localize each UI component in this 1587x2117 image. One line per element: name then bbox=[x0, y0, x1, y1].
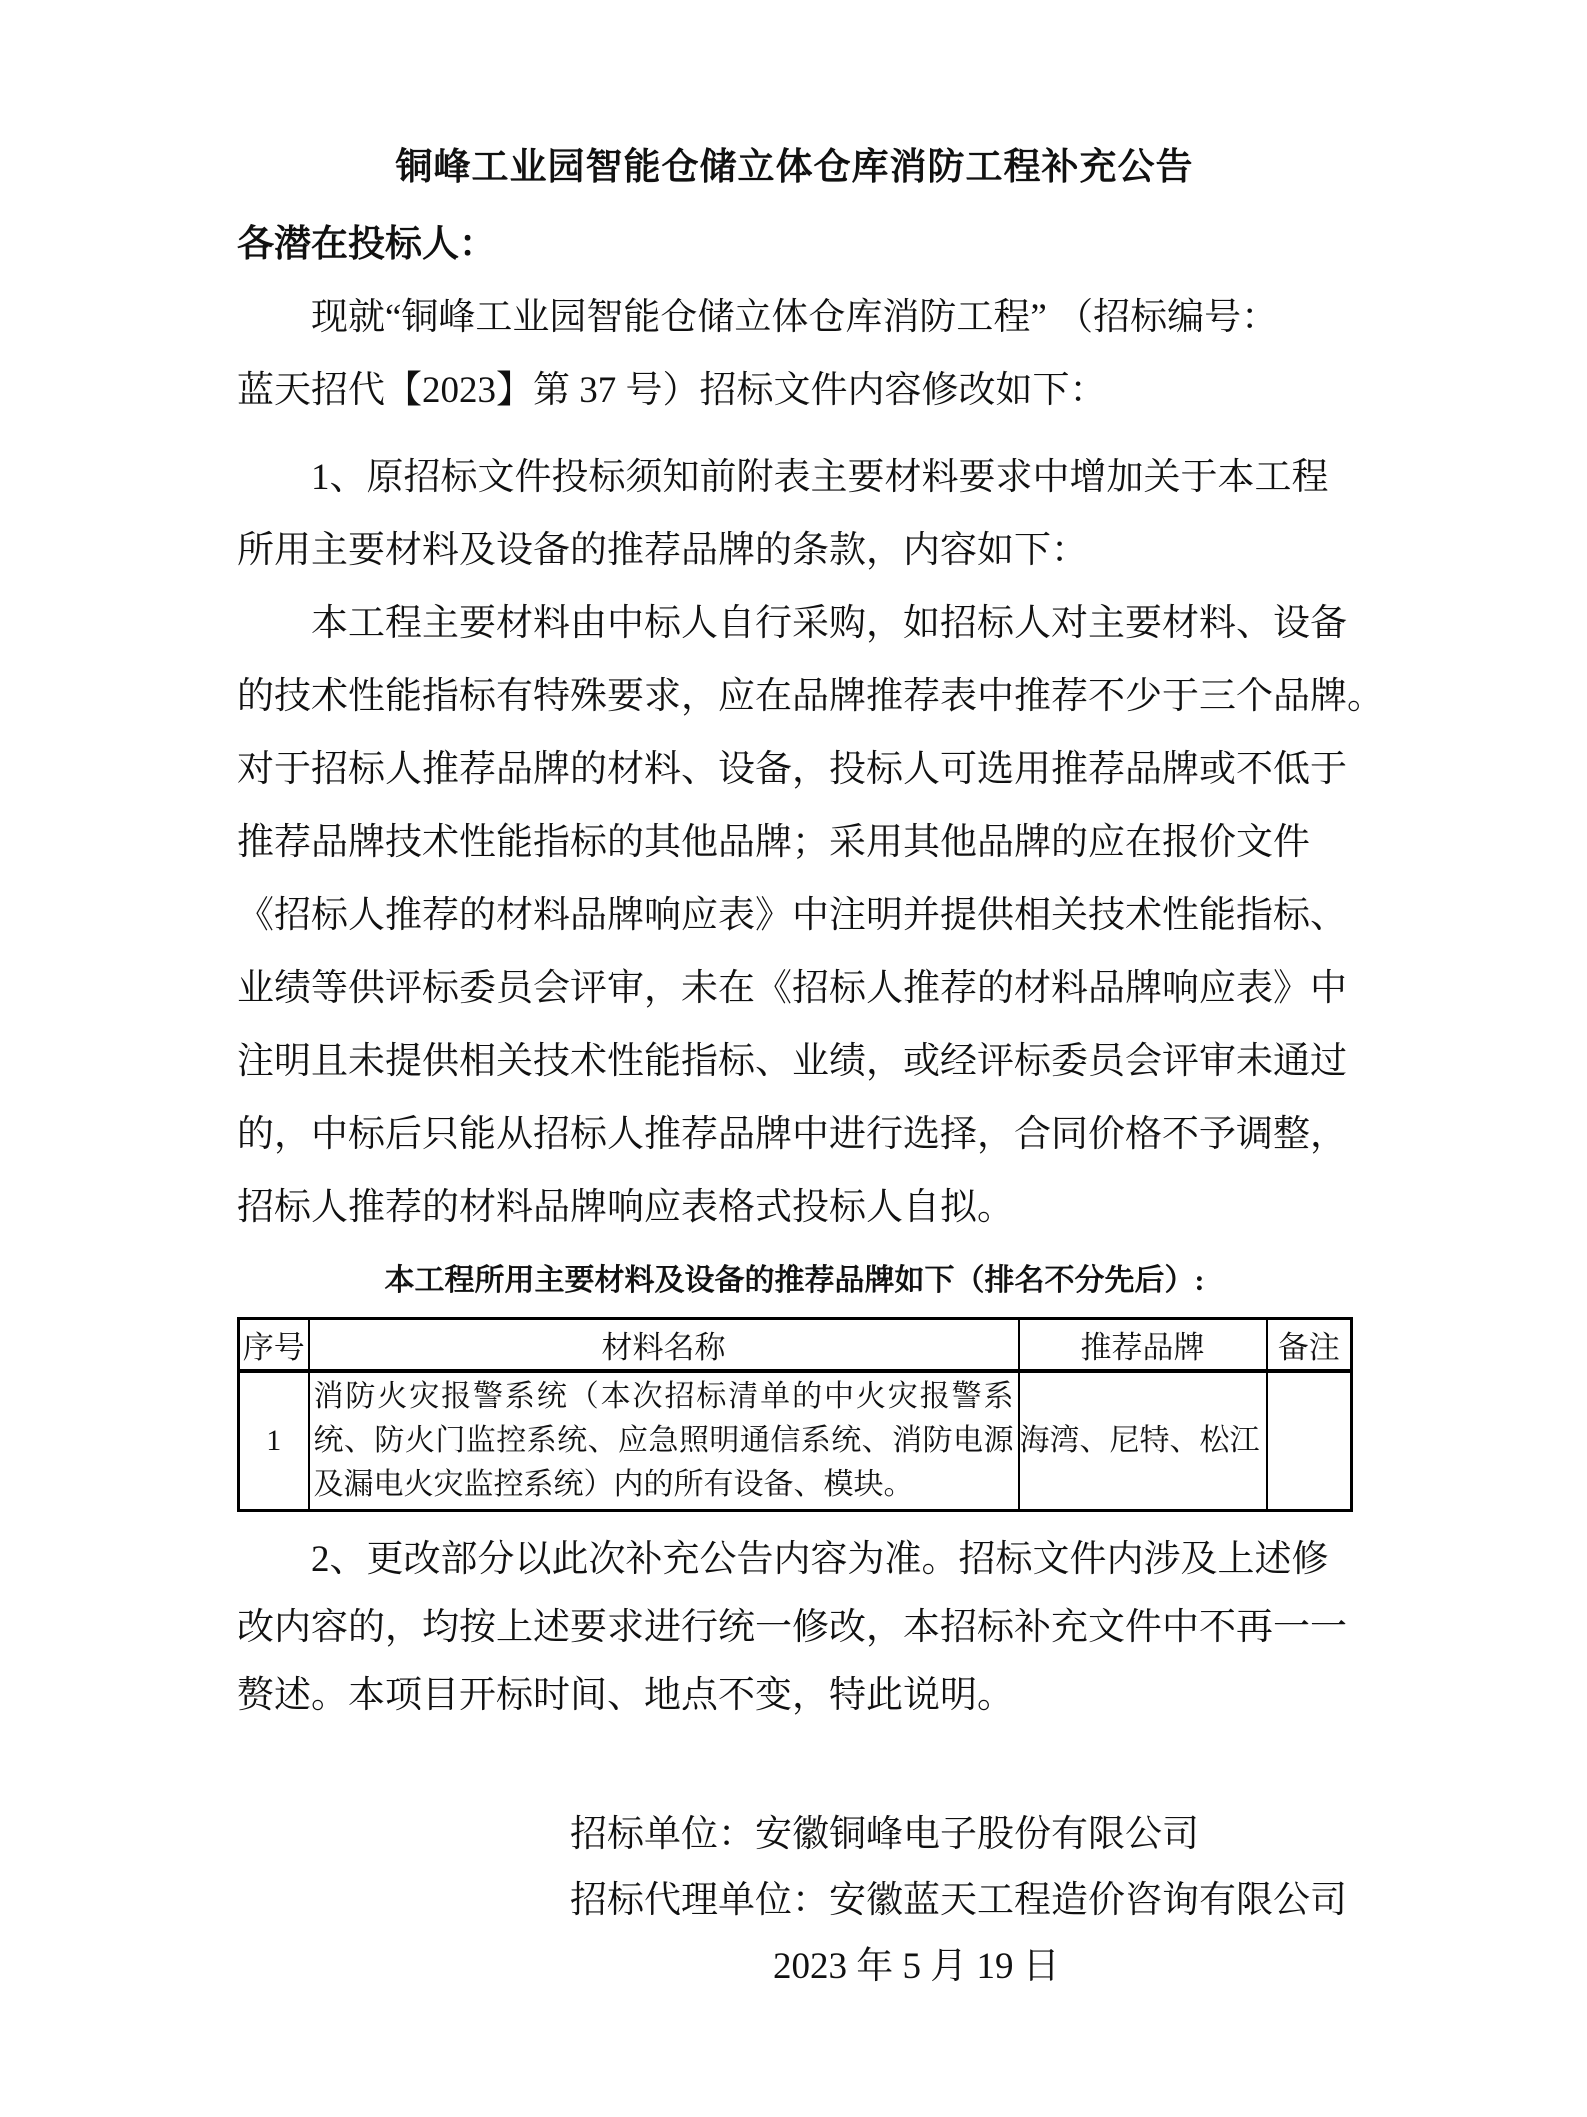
body-line: 注明且未提供相关技术性能指标、业绩，或经评标委员会评审未通过 bbox=[237, 1041, 1347, 1082]
cell-seq: 1 bbox=[239, 1371, 309, 1511]
body-line: 1、原招标文件投标须知前附表主要材料要求中增加关于本工程 bbox=[311, 457, 1329, 498]
tenderer-line: 招标单位：安徽铜峰电子股份有限公司 bbox=[570, 1813, 1199, 1855]
body-line: 2、更改部分以此次补充公告内容为准。招标文件内涉及上述修 bbox=[311, 1538, 1329, 1580]
body-line: 对于招标人推荐品牌的材料、设备，投标人可选用推荐品牌或不低于 bbox=[237, 749, 1347, 790]
body-line: 改内容的，均按上述要求进行统一修改，本招标补充文件中不再一一 bbox=[237, 1606, 1347, 1648]
header-seq: 序号 bbox=[239, 1319, 309, 1371]
body-line: 的，中标后只能从招标人推荐品牌中进行选择，合同价格不予调整， bbox=[237, 1114, 1347, 1155]
table-caption: 本工程所用主要材料及设备的推荐品牌如下（排名不分先后）: bbox=[384, 1264, 1205, 1297]
document-title: 铜峰工业园智能仓储立体仓库消防工程补充公告 bbox=[395, 147, 1194, 188]
body-line: 本工程主要材料由中标人自行采购，如招标人对主要材料、设备 bbox=[311, 603, 1347, 644]
header-brand: 推荐品牌 bbox=[1019, 1319, 1267, 1371]
date-line: 2023 年 5 月 19 日 bbox=[773, 1945, 1060, 1987]
cell-material: 消防火灾报警系统（本次招标清单的中火灾报警系统、防火门监控系统、应急照明通信系统、消防电源及漏电火灾监控系统）内的所有设备、模块。 bbox=[309, 1371, 1019, 1511]
agency-line: 招标代理单位：安徽蓝天工程造价咨询有限公司 bbox=[570, 1879, 1347, 1921]
body-line: 赘述。本项目开标时间、地点不变，特此说明。 bbox=[237, 1674, 1014, 1716]
section-2 bbox=[237, 1526, 1352, 1730]
header-material: 材料名称 bbox=[309, 1319, 1019, 1371]
intro-line: 现就“铜峰工业园智能仓储立体仓库消防工程” （招标编号： bbox=[311, 297, 1279, 338]
header-note: 备注 bbox=[1267, 1319, 1352, 1371]
body-line: 推荐品牌技术性能指标的其他品牌；采用其他品牌的应在报价文件 bbox=[237, 822, 1310, 863]
body-line: 的技术性能指标有特殊要求，应在品牌推荐表中推荐不少于三个品牌。 bbox=[237, 676, 1384, 717]
salutation-line: 各潜在投标人： bbox=[237, 224, 496, 265]
body-line: 《招标人推荐的材料品牌响应表》中注明并提供相关技术性能指标、 bbox=[237, 895, 1347, 936]
body-line: 所用主要材料及设备的推荐品牌的条款，内容如下： bbox=[237, 530, 1088, 571]
intro-line: 蓝天招代【2023】第 37 号）招标文件内容修改如下： bbox=[237, 370, 1107, 411]
body-line: 业绩等供评标委员会评审，未在《招标人推荐的材料品牌响应表》中 bbox=[237, 968, 1347, 1009]
cell-note bbox=[1267, 1371, 1352, 1511]
signature-block bbox=[237, 1802, 1352, 2000]
brand-table bbox=[237, 1317, 1353, 1512]
section-1 bbox=[237, 441, 1384, 1244]
table-row bbox=[239, 1371, 1352, 1511]
cell-brand: 海湾、尼特、松江 bbox=[1019, 1371, 1267, 1511]
body-line: 招标人推荐的材料品牌响应表格式投标人自拟。 bbox=[237, 1187, 1014, 1228]
table-header-row bbox=[239, 1319, 1352, 1371]
